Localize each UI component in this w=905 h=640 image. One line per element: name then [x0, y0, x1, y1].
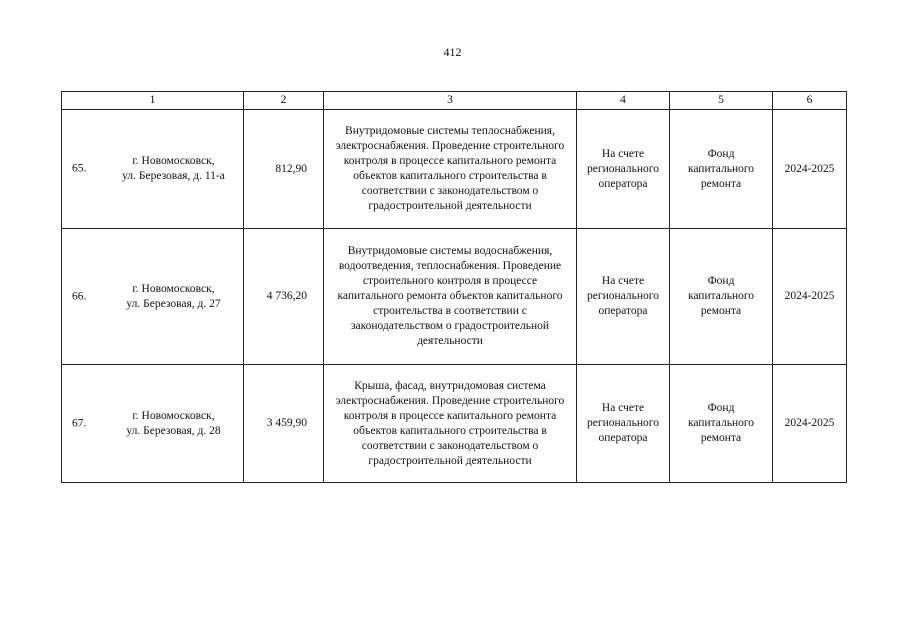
financing-cell — [577, 110, 670, 229]
address-city: г. Новомосковск, — [132, 282, 215, 295]
page-number: 412 — [443, 45, 462, 59]
fund-line: капитального — [687, 290, 755, 302]
capital-repair-table — [61, 91, 847, 483]
works-cell: Внутридомовые системы теплоснабжения, электроснабжения. Проведение строительного контроля в процессе капитального ремонта объектов капитального строительства в соответствии с законодательством о градостроительной деятельности — [324, 110, 577, 229]
row-number: 66. — [72, 290, 87, 302]
column-header-5: 5 — [670, 92, 773, 110]
fund-line: ремонта — [700, 177, 742, 190]
fund-line: капитального — [687, 162, 755, 175]
address-street: ул. Березовая, д. 28 — [126, 424, 221, 437]
fund-line: ремонта — [700, 432, 742, 444]
financing-line: оператора — [598, 432, 648, 444]
address-cell — [62, 365, 244, 483]
cost-cell: 3 459,90 — [244, 365, 324, 483]
column-header-2: 2 — [244, 92, 324, 110]
address-street: ул. Березовая, д. 11-а — [122, 170, 225, 182]
cost-cell: 4 736,20 — [244, 229, 324, 365]
fund-cell — [670, 365, 773, 483]
financing-line: регионального — [587, 417, 659, 429]
fund-line: капитального — [687, 417, 755, 429]
address-street: ул. Березовая, д. 27 — [126, 297, 221, 310]
column-header-6: 6 — [773, 92, 847, 110]
fund-cell — [670, 229, 773, 365]
financing-cell — [577, 229, 670, 365]
address-city: г. Новомосковск, — [132, 155, 215, 167]
address-city: г. Новомосковск, — [132, 409, 215, 422]
fund-cell — [670, 110, 773, 229]
address-cell — [62, 229, 244, 365]
fund-line: Фонд — [707, 275, 735, 287]
works-cell: Внутридомовые системы водоснабжения, водоотведения, теплоснабжения. Проведение строительного контроля в процессе капитального ремонта объектов капитального строительства в соответствии с законодательством о градостроительной деятельности — [324, 229, 577, 365]
fund-line: Фонд — [707, 147, 735, 160]
fund-line: ремонта — [700, 305, 742, 317]
works-cell: Крыша, фасад, внутридомовая система электроснабжения. Проведение строительного контроля в процессе капитального ремонта объектов капитального строительства в соответствии с законодательством о градостроительной деятельности — [324, 365, 577, 483]
address-cell — [62, 110, 244, 229]
cost-cell: 812,90 — [244, 110, 324, 229]
financing-line: На счете — [601, 402, 645, 414]
table-row — [62, 110, 847, 229]
financing-line: оператора — [598, 177, 648, 190]
period-cell: 2024-2025 — [773, 110, 847, 229]
column-header-1: 1 — [62, 92, 244, 110]
table-row — [62, 229, 847, 365]
financing-line: На счете — [601, 275, 645, 287]
financing-line: регионального — [587, 290, 659, 302]
financing-line: регионального — [587, 162, 659, 175]
table-header-row — [62, 92, 847, 110]
row-number: 65. — [72, 162, 87, 175]
column-header-3: 3 — [324, 92, 577, 110]
financing-line: На счете — [601, 147, 645, 160]
period-cell: 2024-2025 — [773, 365, 847, 483]
table-row — [62, 365, 847, 483]
period-cell: 2024-2025 — [773, 229, 847, 365]
row-number: 67. — [72, 417, 87, 429]
financing-line: оператора — [598, 305, 648, 317]
fund-line: Фонд — [707, 402, 735, 414]
financing-cell — [577, 365, 670, 483]
column-header-4: 4 — [577, 92, 670, 110]
